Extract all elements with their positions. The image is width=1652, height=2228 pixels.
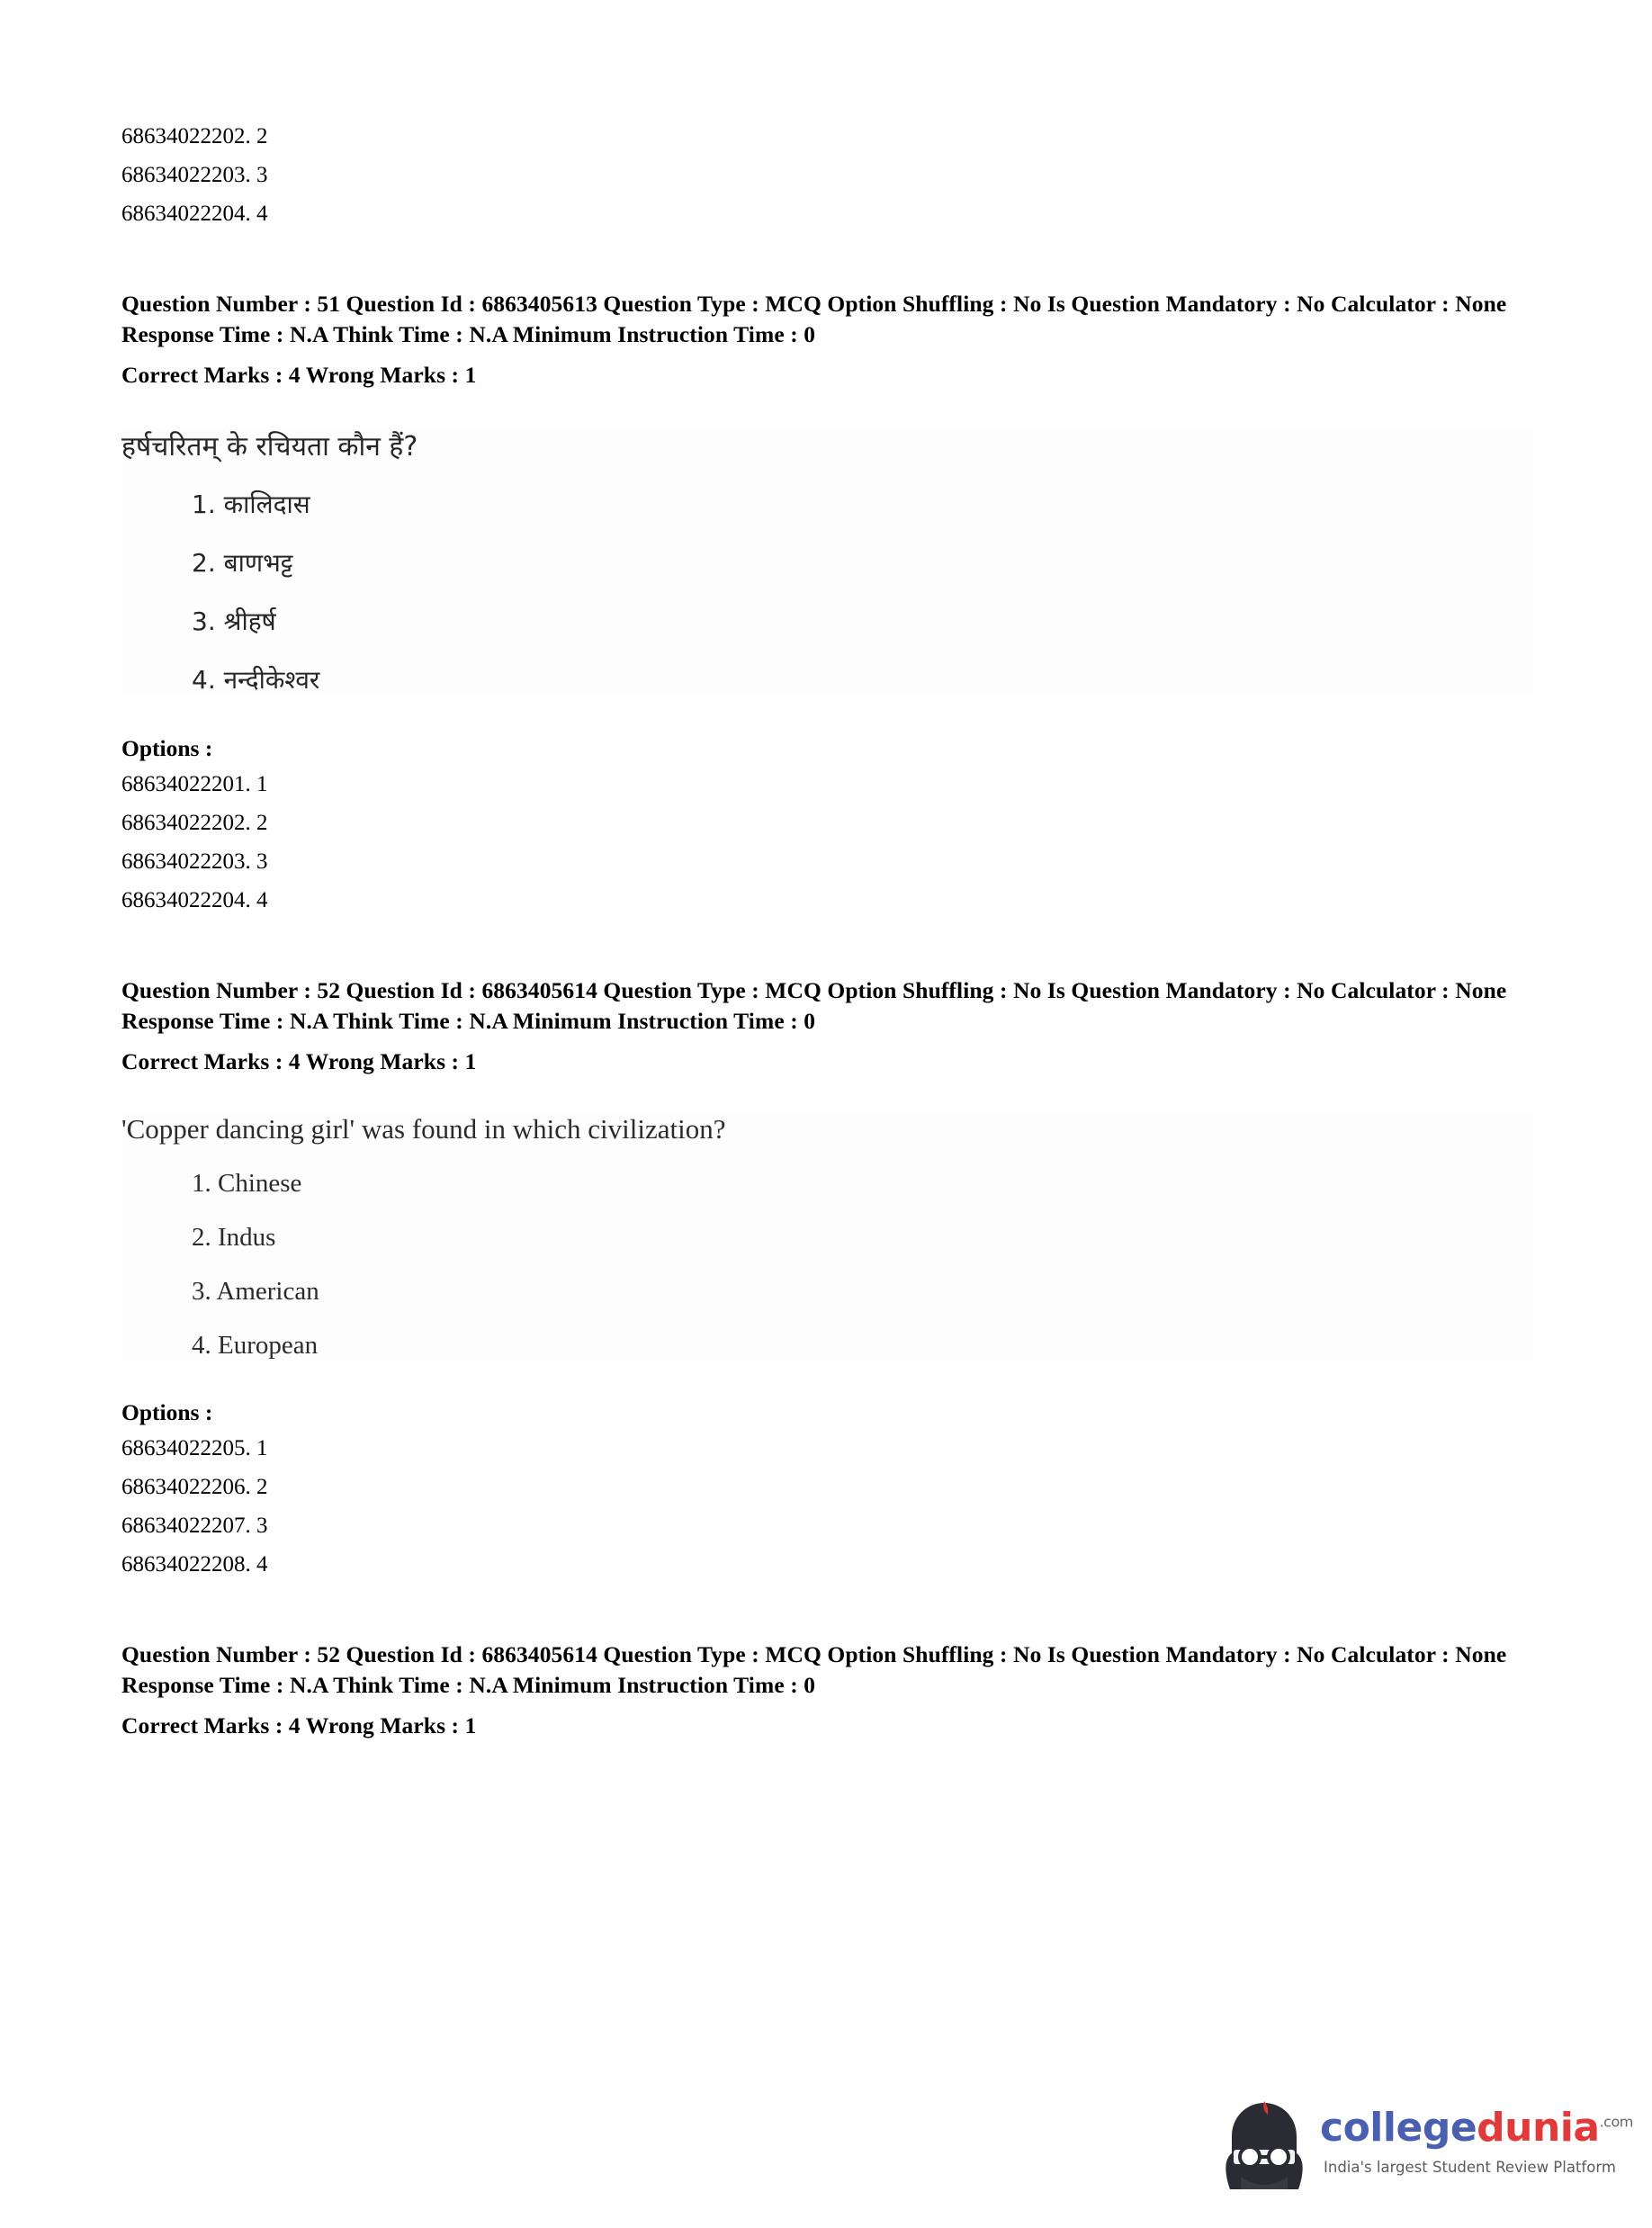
question-text: हर्षचरितम् के रचियता कौन हैं? [121,431,418,463]
choice-item: 1. कालिदास [192,490,310,519]
collegedunia-wordmark [1320,2105,1633,2151]
choice-item: 4. नन्दीकेश्वर [192,665,320,695]
question-text: 'Copper dancing girl' was found in which civilization? [121,1113,726,1145]
question-image-51 [121,427,1534,696]
question-metadata-line-3: Correct Marks : 4 Wrong Marks : 1 [121,1712,477,1738]
option-id-line: 68634022202. 2 [121,124,268,148]
question-metadata-line-3: Correct Marks : 4 Wrong Marks : 1 [121,1048,477,1074]
collegedunia-watermark [1219,2092,1633,2200]
choice-item: 1. Chinese [192,1169,302,1198]
question-metadata [121,975,1534,1077]
watermark-tagline: India's largest Student Review Platform [1324,2159,1616,2176]
choice-item: 3. American [192,1277,319,1306]
option-id-list [121,765,1534,920]
option-id-line: 68634022206. 2 [121,1475,268,1499]
question-block-52 [121,975,1534,1584]
options-label: Options : [121,735,213,761]
question-metadata [121,289,1534,391]
collegedunia-logo-icon [1219,2099,1309,2194]
question-metadata-line-2: No Calculator : None Response Time : N.A Think Time : N.A Minimum Instruction Time : 0 [121,1641,1507,1698]
choice-item: 3. श्रीहर्ष [192,606,276,636]
wordmark-part-2: dunia [1477,2105,1600,2151]
choice-list [192,487,1534,696]
option-id-list-top [121,117,1534,233]
choice-item: 4. European [192,1331,319,1360]
question-metadata-line-1: Question Number : 52 Question Id : 6863405614 Question Type : MCQ Option Shuffling : No Is Question Mandatory : [121,1641,1291,1667]
choice-item: 2. बाणभट्ट [192,548,293,578]
option-id-list [121,1429,1534,1584]
question-metadata-line-1: Question Number : 52 Question Id : 6863405614 Question Type : MCQ Option Shuffling : No Is Question Mandatory : [121,977,1291,1003]
question-metadata-line-2: No Calculator : None Response Time : N.A Think Time : N.A Minimum Instruction Time : 0 [121,291,1507,347]
option-id-line: 68634022207. 3 [121,1514,268,1538]
wordmark-part-1: college [1320,2105,1477,2151]
question-metadata [121,1640,1534,1741]
option-id-line: 68634022205. 1 [121,1436,268,1460]
choice-list [192,1169,1534,1361]
question-metadata-line-2: No Calculator : None Response Time : N.A Think Time : N.A Minimum Instruction Time : 0 [121,977,1507,1034]
question-block-52-repeat [121,1640,1534,1741]
option-id-line: 68634022208. 4 [121,1552,268,1577]
question-metadata-line-1: Question Number : 51 Question Id : 6863405613 Question Type : MCQ Option Shuffling : No Is Question Mandatory : [121,291,1291,317]
wordmark-sup: .com [1599,2113,1633,2131]
choice-item: 2. Indus [192,1223,276,1252]
options-label: Options : [121,1399,213,1425]
document-content [121,117,1534,1741]
option-id-line: 68634022204. 4 [121,888,268,912]
option-id-line: 68634022203. 3 [121,163,268,187]
option-id-line: 68634022204. 4 [121,202,268,226]
option-id-line: 68634022201. 1 [121,772,268,796]
question-image-52 [121,1113,1534,1361]
option-id-line: 68634022202. 2 [121,811,268,835]
option-id-line: 68634022203. 3 [121,849,268,874]
question-metadata-line-3: Correct Marks : 4 Wrong Marks : 1 [121,362,477,388]
question-block-51 [121,289,1534,920]
